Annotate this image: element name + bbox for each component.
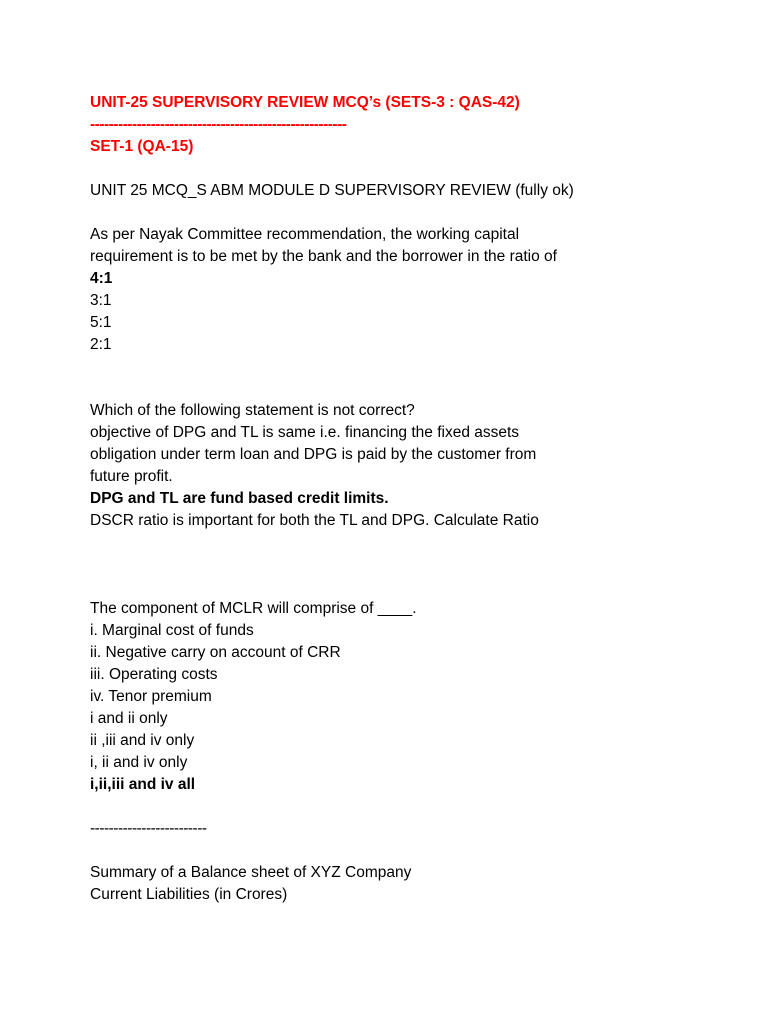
spacer: [90, 796, 730, 818]
set-heading: SET-1 (QA-15): [90, 138, 194, 155]
q2-question: Which of the following statement is not correct?: [90, 402, 415, 419]
document-subtitle: UNIT 25 MCQ_S ABM MODULE D SUPERVISORY REVIEW (fully ok): [90, 182, 574, 199]
q1-option-correct: 4:1: [90, 270, 113, 287]
document-body: [90, 92, 730, 906]
q1-option: 3:1: [90, 292, 112, 309]
q3-question: The component of MCLR will comprise of ____.: [90, 600, 417, 617]
q4-line: Current Liabilities (in Crores): [90, 886, 288, 903]
q2-option: DSCR ratio is important for both the TL and DPG. Calculate Ratio: [90, 512, 539, 529]
q2-option-correct: DPG and TL are fund based credit limits.: [90, 490, 389, 507]
spacer: [90, 378, 730, 400]
spacer: [90, 576, 730, 598]
q3-item: iv. Tenor premium: [90, 688, 212, 705]
title-rule: -------------------------------------------------------: [90, 116, 347, 133]
q2-option: obligation under term loan and DPG is paid by the customer from: [90, 446, 537, 463]
q3-item: i. Marginal cost of funds: [90, 622, 254, 639]
q1-option: 2:1: [90, 336, 112, 353]
section-separator: -------------------------: [90, 820, 207, 837]
q3-option: ii ,iii and iv only: [90, 732, 195, 749]
spacer: [90, 356, 730, 378]
spacer: [90, 840, 730, 862]
q4-line: Summary of a Balance sheet of XYZ Company: [90, 864, 412, 881]
q3-option-correct: i,ii,iii and iv all: [90, 776, 196, 793]
q2-option: objective of DPG and TL is same i.e. financing the fixed assets: [90, 424, 520, 441]
spacer: [90, 158, 730, 180]
q1-question-line: requirement is to be met by the bank and the borrower in the ratio of: [90, 248, 557, 265]
q1-question-line: As per Nayak Committee recommendation, the working capital: [90, 226, 520, 243]
q3-item: iii. Operating costs: [90, 666, 218, 683]
q1-option: 5:1: [90, 314, 112, 331]
q3-option: i, ii and iv only: [90, 754, 188, 771]
spacer: [90, 532, 730, 554]
document-title: UNIT-25 SUPERVISORY REVIEW MCQ’s (SETS-3 : QAS-42): [90, 94, 520, 111]
q3-item: ii. Negative carry on account of CRR: [90, 644, 341, 661]
spacer: [90, 554, 730, 576]
q3-option: i and ii only: [90, 710, 168, 727]
q2-option: future profit.: [90, 468, 173, 485]
spacer: [90, 202, 730, 224]
